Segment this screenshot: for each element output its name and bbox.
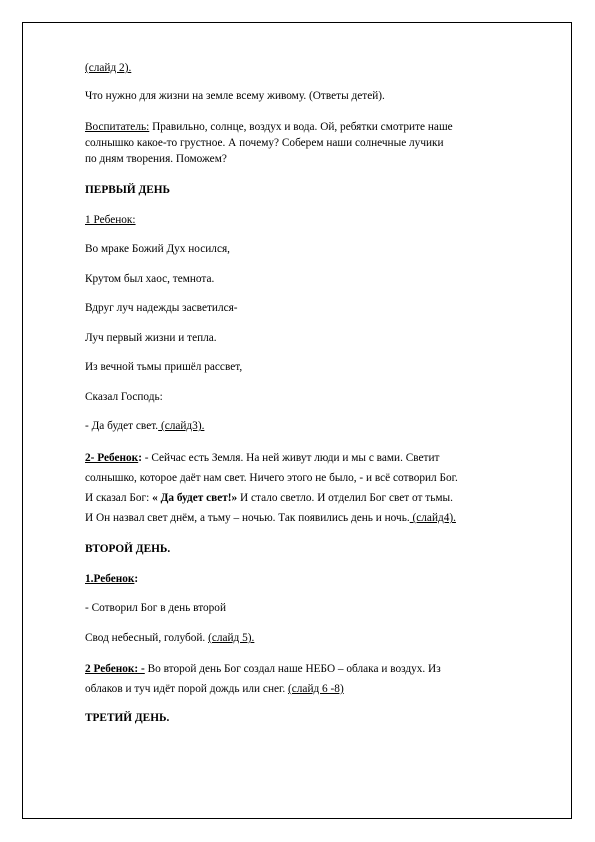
child-2-line-4: И Он назвал свет днём, а тьму – ночью. Так появились день и ночь. (слайд4). (85, 512, 456, 524)
heading-day-3: ТРЕТИЙ ДЕНЬ. (85, 712, 170, 724)
poem-line: Сказал Господь: (85, 391, 163, 403)
slide-label: (слайд3). (158, 420, 205, 432)
let-there-be-light-line: - Да будет свет. (слайд3). (85, 420, 205, 432)
child-2-line-2: солнышко, которое даёт нам свет. Ничего этого не было, - и всё сотворил Бог. (85, 472, 458, 484)
teacher-line-1 (85, 120, 453, 134)
heading-day-2: ВТОРОЙ ДЕНЬ. (85, 543, 171, 555)
slide-ref-2 (85, 61, 131, 75)
child-2-day-2-line-2: облаков и туч идёт порой дождь или снег. (слайд 6 -8) (85, 683, 344, 695)
slide-label: (слайд 6 -8) (288, 683, 344, 695)
teacher-line-2: солнышко какое-то грустное. А почему? Соберем наши солнечные лучики (85, 137, 444, 149)
child-1-line (85, 213, 136, 227)
slide-label: (слайд4). (409, 512, 456, 524)
slide-label: (слайд 2). (85, 62, 132, 74)
question-line: Что нужно для жизни на земле всему живому. (Ответы детей). (85, 90, 385, 102)
poem-line: Крутом был хаос, темнота. (85, 273, 215, 285)
child-1-line-day-2: 1.Ребенок: (85, 573, 139, 585)
speaker-child-2: 2 Ребенок: - (85, 663, 145, 675)
child-2-line-1: 2- Ребенок: - Сейчас есть Земля. На ней живут люди и мы с вами. Светит (85, 452, 440, 464)
poem-line: Вдруг луч надежды засветился- (85, 302, 238, 314)
child-2-day-2-line-1: 2 Ребенок: - Во второй день Бог создал наше НЕБО – облака и воздух. Из (85, 663, 441, 675)
child-2-line-3: И сказал Бог: « Да будет свет!» И стало светло. И отделил Бог свет от тьмы. (85, 492, 453, 504)
speaker-teacher: Воспитатель: (85, 121, 150, 133)
speaker-child-2: 2- Ребенок (85, 452, 139, 464)
speaker-child-1: 1 Ребенок: (85, 214, 136, 226)
poem-line: Из вечной тьмы пришёл рассвет, (85, 361, 243, 373)
poem-line: Во мраке Божий Дух носился, (85, 243, 230, 255)
speaker-child-1: 1.Ребенок (85, 573, 135, 585)
poem-line: - Сотворил Бог в день второй (85, 602, 226, 614)
poem-line: Свод небесный, голубой. (слайд 5). (85, 632, 255, 644)
poem-line: Луч первый жизни и тепла. (85, 332, 217, 344)
teacher-line-3: по дням творения. Поможем? (85, 153, 227, 165)
teacher-text-1: Правильно, солнце, воздух и вода. Ой, ребятки смотрите наше (149, 121, 453, 133)
heading-day-1: ПЕРВЫЙ ДЕНЬ (85, 184, 171, 196)
slide-label: (слайд 5). (208, 632, 255, 644)
